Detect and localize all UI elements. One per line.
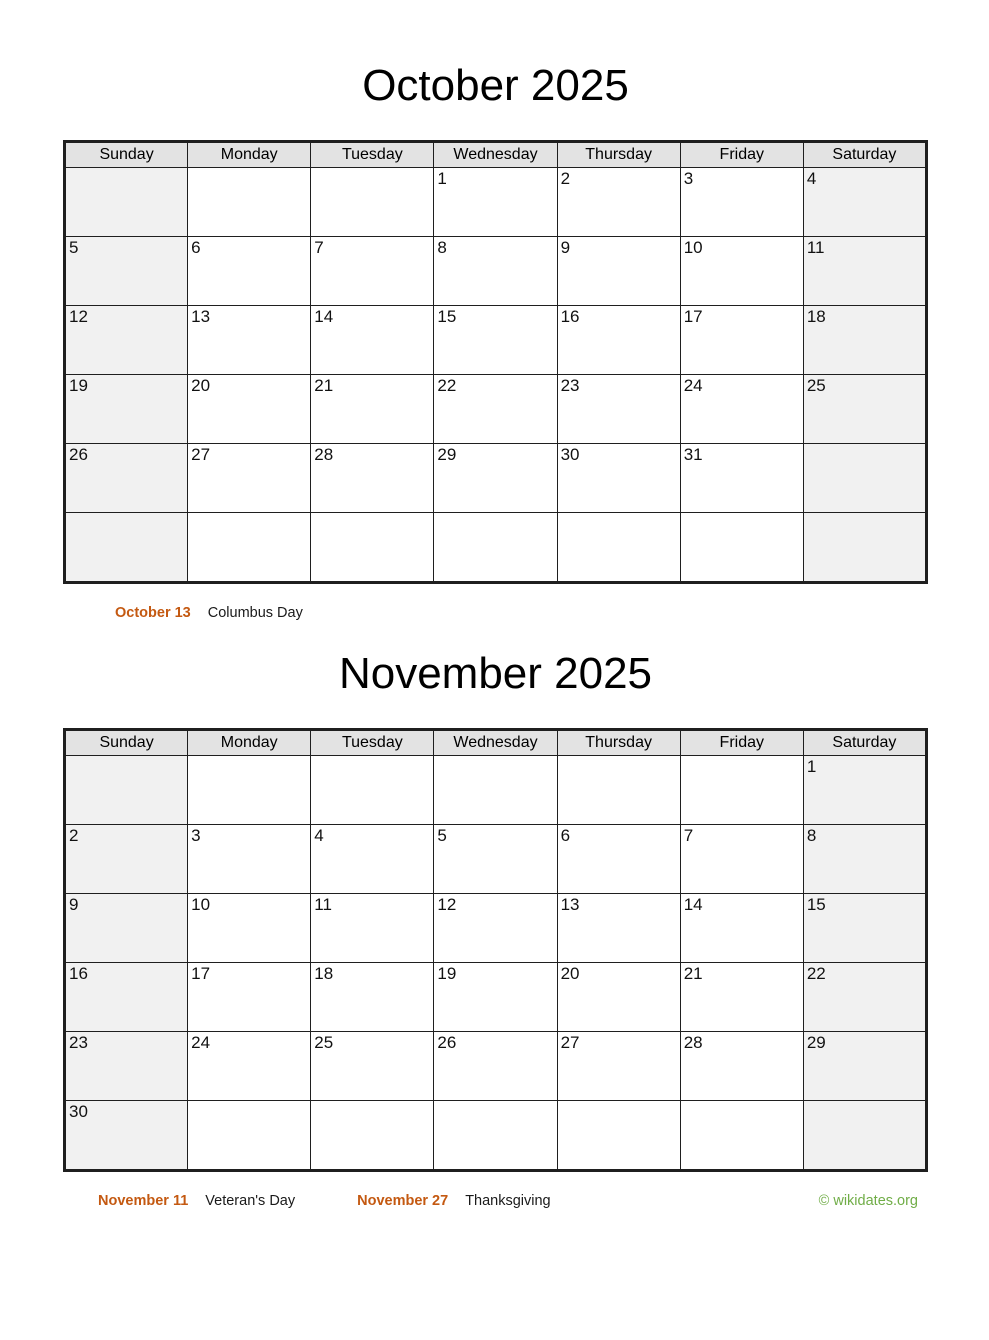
day-cell: 30	[557, 443, 680, 512]
week-row	[65, 167, 927, 236]
day-cell: 17	[188, 962, 311, 1031]
day-cell: 2	[65, 824, 188, 893]
week-row	[65, 512, 927, 582]
weekday-header: Wednesday	[434, 729, 557, 755]
week-row	[65, 443, 927, 512]
weekday-header: Tuesday	[311, 141, 434, 167]
holiday-note	[115, 604, 303, 622]
day-cell: 18	[803, 305, 926, 374]
day-cell: 16	[65, 962, 188, 1031]
holiday-note	[98, 1192, 295, 1210]
week-row	[65, 374, 927, 443]
day-cell: 9	[65, 893, 188, 962]
month-section-1	[63, 648, 928, 1210]
day-cell: 28	[311, 443, 434, 512]
week-row	[65, 1100, 927, 1170]
weekday-header: Wednesday	[434, 141, 557, 167]
day-cell	[803, 512, 926, 582]
day-cell: 24	[188, 1031, 311, 1100]
month-title: November 2025	[338, 649, 653, 699]
week-row	[65, 236, 927, 305]
day-cell	[680, 512, 803, 582]
week-row	[65, 305, 927, 374]
day-cell: 15	[434, 305, 557, 374]
day-cell: 28	[680, 1031, 803, 1100]
day-cell: 16	[557, 305, 680, 374]
day-cell: 21	[680, 962, 803, 1031]
day-cell: 29	[434, 443, 557, 512]
day-cell: 26	[65, 443, 188, 512]
weekday-header: Friday	[680, 729, 803, 755]
weekday-header: Sunday	[65, 729, 188, 755]
weekday-header: Thursday	[557, 141, 680, 167]
day-cell: 18	[311, 962, 434, 1031]
holiday-name: Veteran's Day	[205, 1192, 296, 1209]
day-cell: 24	[680, 374, 803, 443]
weekday-header: Monday	[188, 729, 311, 755]
holiday-notes	[98, 1192, 928, 1210]
weekday-header: Friday	[680, 141, 803, 167]
holiday-date: October 13	[115, 604, 191, 621]
weekday-header-row	[65, 141, 927, 167]
day-cell	[65, 512, 188, 582]
day-cell	[188, 167, 311, 236]
day-cell: 8	[434, 236, 557, 305]
week-row	[65, 1031, 927, 1100]
day-cell: 23	[65, 1031, 188, 1100]
day-cell	[188, 755, 311, 824]
day-cell: 15	[803, 893, 926, 962]
weekday-header: Thursday	[557, 729, 680, 755]
day-cell: 27	[188, 443, 311, 512]
day-cell	[803, 443, 926, 512]
day-cell: 22	[434, 374, 557, 443]
calendar-table	[63, 728, 928, 1172]
day-cell: 12	[65, 305, 188, 374]
day-cell: 26	[434, 1031, 557, 1100]
day-cell: 11	[311, 893, 434, 962]
day-cell	[680, 1100, 803, 1170]
holiday-note	[357, 1192, 551, 1210]
day-cell	[680, 755, 803, 824]
month-title: October 2025	[362, 61, 629, 110]
day-cell: 20	[188, 374, 311, 443]
day-cell	[311, 755, 434, 824]
day-cell: 6	[188, 236, 311, 305]
day-cell: 13	[188, 305, 311, 374]
day-cell: 23	[557, 374, 680, 443]
week-row	[65, 824, 927, 893]
day-cell: 10	[680, 236, 803, 305]
day-cell	[188, 512, 311, 582]
holiday-date: November 27	[357, 1192, 449, 1209]
weekday-header: Sunday	[65, 141, 188, 167]
holiday-notes	[115, 604, 928, 622]
day-cell	[434, 512, 557, 582]
day-cell	[557, 512, 680, 582]
day-cell: 10	[188, 893, 311, 962]
day-cell: 14	[311, 305, 434, 374]
weekday-header: Saturday	[803, 141, 926, 167]
day-cell: 3	[680, 167, 803, 236]
day-cell: 27	[557, 1031, 680, 1100]
month-section-0	[63, 60, 928, 622]
day-cell: 4	[803, 167, 926, 236]
day-cell	[311, 167, 434, 236]
day-cell: 19	[434, 962, 557, 1031]
day-cell: 5	[434, 824, 557, 893]
day-cell: 20	[557, 962, 680, 1031]
holiday-date: November 11	[98, 1192, 189, 1209]
day-cell: 1	[434, 167, 557, 236]
day-cell: 12	[434, 893, 557, 962]
day-cell: 8	[803, 824, 926, 893]
day-cell: 31	[680, 443, 803, 512]
copyright-text: © wikidates.org	[818, 1192, 918, 1209]
day-cell	[803, 1100, 926, 1170]
week-row	[65, 893, 927, 962]
weekday-header-row	[65, 729, 927, 755]
day-cell: 9	[557, 236, 680, 305]
day-cell: 13	[557, 893, 680, 962]
day-cell	[434, 755, 557, 824]
weekday-header: Saturday	[803, 729, 926, 755]
weekday-header: Monday	[188, 141, 311, 167]
day-cell: 5	[65, 236, 188, 305]
day-cell: 6	[557, 824, 680, 893]
week-row	[65, 755, 927, 824]
day-cell: 1	[803, 755, 926, 824]
week-row	[65, 962, 927, 1031]
calendar-page	[0, 60, 989, 1210]
day-cell	[311, 512, 434, 582]
day-cell: 21	[311, 374, 434, 443]
weekday-header: Tuesday	[311, 729, 434, 755]
day-cell: 3	[188, 824, 311, 893]
day-cell	[311, 1100, 434, 1170]
day-cell: 29	[803, 1031, 926, 1100]
day-cell: 7	[311, 236, 434, 305]
holiday-name: Columbus Day	[207, 604, 303, 621]
day-cell	[434, 1100, 557, 1170]
day-cell: 17	[680, 305, 803, 374]
holiday-name: Thanksgiving	[465, 1192, 551, 1209]
day-cell: 25	[803, 374, 926, 443]
day-cell	[65, 167, 188, 236]
day-cell: 7	[680, 824, 803, 893]
day-cell: 22	[803, 962, 926, 1031]
day-cell: 14	[680, 893, 803, 962]
day-cell	[65, 755, 188, 824]
calendar-table	[63, 140, 928, 584]
day-cell	[188, 1100, 311, 1170]
day-cell: 25	[311, 1031, 434, 1100]
day-cell: 4	[311, 824, 434, 893]
day-cell	[557, 1100, 680, 1170]
day-cell: 30	[65, 1100, 188, 1170]
day-cell: 2	[557, 167, 680, 236]
day-cell	[557, 755, 680, 824]
day-cell: 11	[803, 236, 926, 305]
day-cell: 19	[65, 374, 188, 443]
